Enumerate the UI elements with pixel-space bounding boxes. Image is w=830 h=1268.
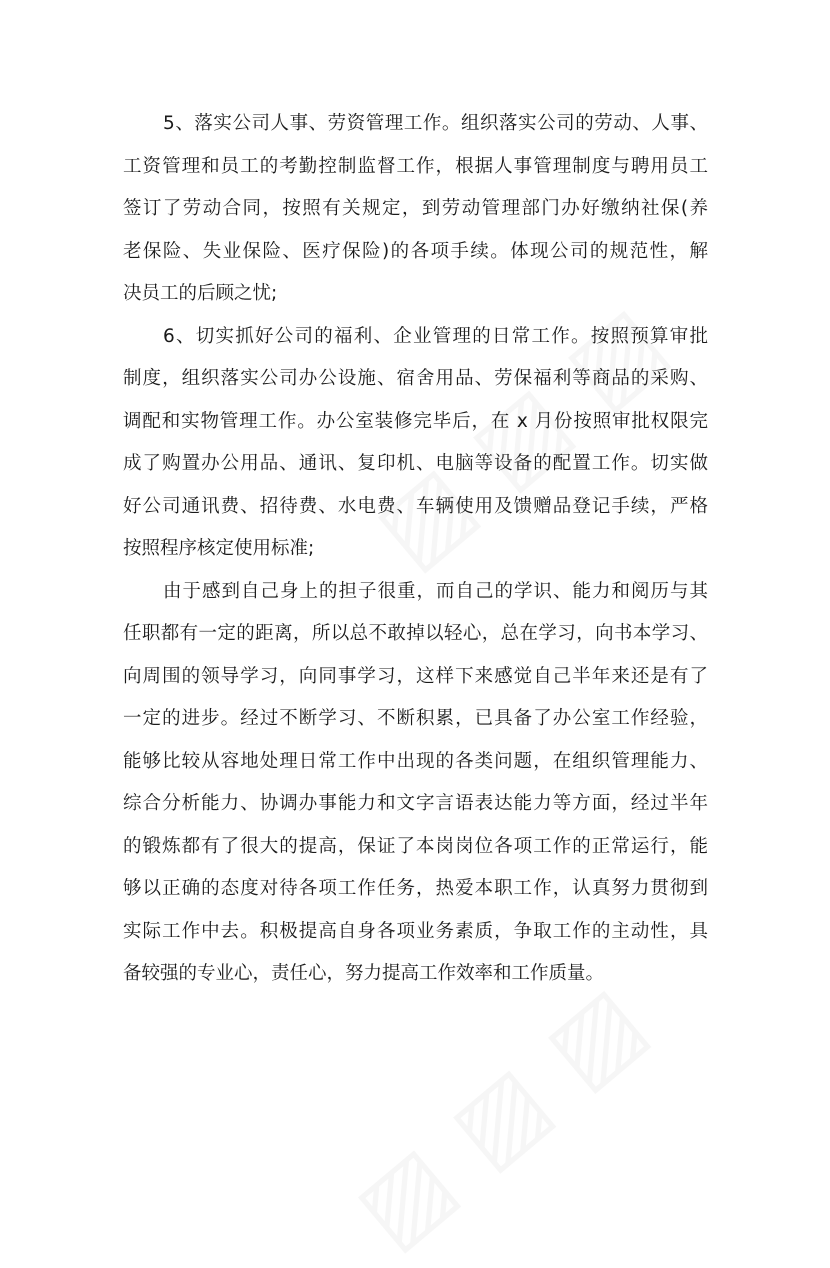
text-line: 6、切实抓好公司的福利、企业管理的日常工作。按照预算审批 xyxy=(163,325,708,347)
text-line: 成了购置办公用品、通讯、复印机、电脑等设备的配置工作。切实做 xyxy=(123,453,708,474)
text-line: 签订了劳动合同，按照有关规定，到劳动管理部门办好缴纳社保(养 xyxy=(123,198,708,219)
paragraph-summary xyxy=(123,571,708,996)
text-line: 老保险、失业保险、医疗保险)的各项手续。体现公司的规范性，解 xyxy=(123,240,708,262)
watermark xyxy=(334,964,666,1268)
text-line: 综合分析能力、协调办事能力和文字言语表达能力等方面，经过半年 xyxy=(123,793,708,814)
text-line: 备较强的专业心，责任心，努力提高工作效率和工作质量。 xyxy=(123,963,605,984)
paragraph-6 xyxy=(123,316,708,571)
text-line: 能够比较从容地处理日常工作中出现的各类问题，在组织管理能力、 xyxy=(123,750,708,772)
text-line: 够以正确的态度对待各项工作任务，热爱本职工作，认真努力贯彻到 xyxy=(123,878,708,899)
text-line: 决员工的后顾之忧; xyxy=(123,283,278,304)
document-body xyxy=(123,103,708,996)
text-line: 任职都有一定的距离，所以总不敢掉以轻心，总在学习，向书本学习、 xyxy=(123,623,708,644)
text-line: 工资管理和员工的考勤控制监督工作，根据人事管理制度与聘用员工 xyxy=(123,155,708,177)
text-line: 好公司通讯费、招待费、水电费、车辆使用及馈赠品登记手续，严格 xyxy=(123,495,708,517)
text-line: 5、落实公司人事、劳资管理工作。组织落实公司的劳动、人事、 xyxy=(163,113,708,134)
text-line: 的锻炼都有了很大的提高，保证了本岗岗位各项工作的正常运行，能 xyxy=(123,835,708,857)
text-line: 由于感到自己身上的担子很重，而自己的学识、能力和阅历与其 xyxy=(163,580,708,602)
text-line: 一定的进步。经过不断学习、不断积累，已具备了办公室工作经验， xyxy=(123,708,708,729)
text-line: 实际工作中去。积极提高自身各项业务素质，争取工作的主动性，具 xyxy=(123,920,708,942)
text-line: 调配和实物管理工作。办公室装修完毕后，在 x 月份按照审批权限完 xyxy=(123,410,708,432)
text-line: 按照程序核定使用标准; xyxy=(123,538,315,559)
text-line: 向周围的领导学习，向同事学习，这样下来感觉自己半年来还是有了 xyxy=(123,665,708,687)
text-line: 制度，组织落实公司办公设施、宿舍用品、劳保福利等商品的采购、 xyxy=(123,368,708,389)
paragraph-5 xyxy=(123,103,708,316)
